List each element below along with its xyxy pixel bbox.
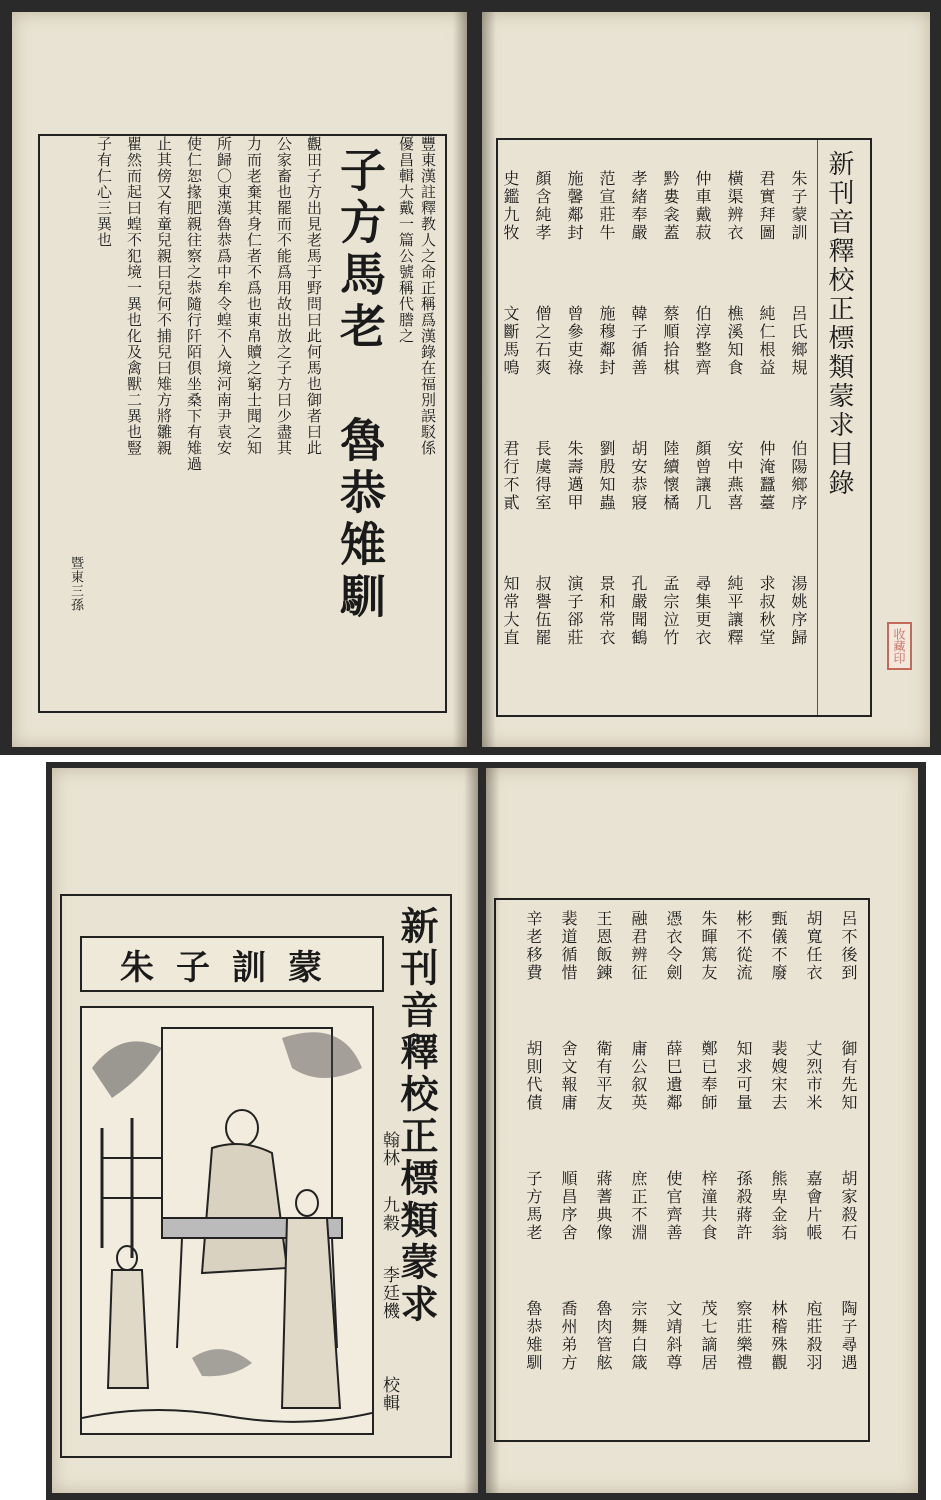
contents-entry: 裴道循惜 [559, 910, 578, 982]
contents-entry: 辛老移費 [524, 910, 543, 982]
contents-entry: 安中燕喜 [725, 440, 744, 512]
contents-heading: 新刊音釋校正標類蒙求目錄 [824, 150, 854, 498]
body-line-2: 公家畜也罷而不能爲用故出放之子方曰少盡其 [275, 136, 293, 456]
contents-entry: 庖莊殺羽 [804, 1300, 823, 1372]
contents-entry: 宗舞白箴 [629, 1300, 648, 1372]
contents-entry: 胡家殺石 [839, 1170, 858, 1242]
contents-entry: 范宣莊牛 [597, 170, 616, 242]
contents-entry: 孔嚴聞鶴 [629, 575, 648, 647]
contents-entry: 喬州弟方 [559, 1300, 578, 1372]
woodblock-illustration [82, 1008, 372, 1433]
contents-entry: 曾參吏祿 [565, 305, 584, 377]
body-line-1: 觀田子方出見老馬于野問曰此何馬也御者曰此 [305, 136, 323, 456]
contents-entry: 胡安恭寢 [629, 440, 648, 512]
entry-title: 子方馬老 [333, 146, 387, 354]
contents-entry: 演子郤莊 [565, 575, 584, 647]
title-frame [60, 894, 452, 1458]
contents-entry: 純仁根益 [757, 305, 776, 377]
contents-entry: 劉殷知蟲 [597, 440, 616, 512]
page-gutter [464, 768, 478, 1493]
contents-entry: 裴嫂宋去 [769, 1040, 788, 1112]
contents-frame [494, 898, 870, 1442]
contents-entry: 韓子循善 [629, 305, 648, 377]
contents-entry: 求叔秋堂 [757, 575, 776, 647]
bottom-right-page [486, 768, 918, 1493]
page-note: 暨東三孫 [68, 556, 83, 612]
contents-entry: 胡寬任衣 [804, 910, 823, 982]
contents-entry: 黔婁衾蓋 [661, 170, 680, 242]
body-line-5: 使仁恕掾肥親往察之恭隨行阡陌俱坐桑下有雉過 [185, 136, 203, 472]
contents-entry: 孫殺蔣許 [734, 1170, 753, 1242]
contents-entry: 知求可量 [734, 1040, 753, 1112]
credit-name: 李廷機 [379, 1266, 399, 1320]
credit-hanlin: 翰林 [379, 1131, 399, 1167]
body-line-6: 止其傍又有童兒親曰兒何不捕兒曰雉方將雛親 [155, 136, 173, 456]
contents-entry: 憑衣令劍 [664, 910, 683, 982]
contents-entry: 史鑑九牧 [501, 170, 520, 242]
column-rule [817, 140, 818, 715]
contents-entry: 察莊樂禮 [734, 1300, 753, 1372]
contents-entry: 呂氏鄉規 [789, 305, 808, 377]
contents-entry: 胡則代債 [524, 1040, 543, 1112]
contents-entry: 施穆鄰封 [597, 305, 616, 377]
contents-entry: 君行不貳 [501, 440, 520, 512]
page-gutter [482, 12, 496, 747]
contents-entry: 熊卑金翁 [769, 1170, 788, 1242]
page-gutter [453, 12, 467, 747]
body-line-3: 力而老棄其身仁者不爲也東帛贖之窮士聞之知 [245, 136, 263, 456]
contents-entry: 叔譽伍罷 [533, 575, 552, 647]
contents-entry: 伯陽鄉序 [789, 440, 808, 512]
contents-entry: 顏曾讓几 [693, 440, 712, 512]
contents-entry: 朱子蒙訓 [789, 170, 808, 242]
body-line-7: 瞿然而起曰蝗不犯境一異也化及禽獸二異也豎 [125, 136, 143, 456]
contents-entry: 林稽殊觀 [769, 1300, 788, 1372]
book-title: 新刊音釋校正標類蒙求 [394, 906, 439, 1326]
contents-entry: 長虞得室 [533, 440, 552, 512]
bottom-left-page [52, 768, 478, 1493]
contents-entry: 仲淹蠶薹 [757, 440, 776, 512]
contents-entry: 知常大直 [501, 575, 520, 647]
contents-entry: 使官齊善 [664, 1170, 683, 1242]
contents-entry: 文靖斜尊 [664, 1300, 683, 1372]
contents-entry: 魯肉管舷 [594, 1300, 613, 1372]
text-frame [38, 134, 447, 713]
contents-entry: 樵溪知食 [725, 305, 744, 377]
contents-frame [496, 138, 872, 717]
top-right-page [482, 12, 930, 747]
contents-entry: 融君辨征 [629, 910, 648, 982]
contents-entry: 衛有平友 [594, 1040, 613, 1112]
contents-entry: 君實拜圖 [757, 170, 776, 242]
contents-entry: 王恩飯鍊 [594, 910, 613, 982]
contents-entry: 仲車戴菽 [693, 170, 712, 242]
contents-entry: 陸續懷橘 [661, 440, 680, 512]
contents-entry: 蔣蓍典像 [594, 1170, 613, 1242]
contents-entry: 子方馬老 [524, 1170, 543, 1242]
body-line-8: 子有仁心三異也 [95, 136, 113, 248]
contents-entry: 梓潼共食 [699, 1170, 718, 1242]
contents-entry: 御有先知 [839, 1040, 858, 1112]
top-left-page [12, 12, 467, 747]
contents-entry: 僧之石爽 [533, 305, 552, 377]
credit-edited: 校輯 [379, 1376, 399, 1412]
contents-entry: 彬不從流 [734, 910, 753, 982]
contents-entry: 伯淳整齊 [693, 305, 712, 377]
title-banner: 朱子訓蒙 [80, 936, 384, 992]
page-gutter [486, 768, 500, 1493]
contents-entry: 朱壽邁甲 [565, 440, 584, 512]
contents-entry: 文斷馬鳴 [501, 305, 520, 377]
contents-entry: 薛巳遺鄰 [664, 1040, 683, 1112]
contents-entry: 庶正不淵 [629, 1170, 648, 1242]
contents-entry: 茂七謫居 [699, 1300, 718, 1372]
intro-line-2: 優昌輯大戴一篇公號稱代謄之 [397, 136, 415, 344]
contents-entry: 甄儀不廢 [769, 910, 788, 982]
collector-seal: 收藏印 [887, 622, 912, 670]
contents-entry: 魯恭雉馴 [524, 1300, 543, 1372]
contents-entry: 尋集更衣 [693, 575, 712, 647]
contents-entry: 庸公叙英 [629, 1040, 648, 1112]
contents-entry: 蔡順拾棋 [661, 305, 680, 377]
contents-entry: 舍文報庸 [559, 1040, 578, 1112]
body-line-4: 所歸〇東漢魯恭爲中牟令蝗不入境河南尹袁安 [215, 136, 233, 456]
contents-entry: 孝緒奉嚴 [629, 170, 648, 242]
contents-entry: 丈烈市米 [804, 1040, 823, 1112]
contents-entry: 順昌序舍 [559, 1170, 578, 1242]
contents-entry: 施馨鄰封 [565, 170, 584, 242]
contents-entry: 景和常衣 [597, 575, 616, 647]
contents-entry: 嘉會片帳 [804, 1170, 823, 1242]
illustration-scholar [80, 1006, 374, 1435]
contents-entry: 橫渠辨衣 [725, 170, 744, 242]
contents-entry: 朱暉篤友 [699, 910, 718, 982]
bottom-book-spread [46, 762, 926, 1500]
contents-entry: 鄭已奉師 [699, 1040, 718, 1112]
entry-author: 魯恭雉馴 [333, 416, 387, 624]
contents-entry: 陶子尋遇 [839, 1300, 858, 1372]
intro-line-1: 豐東漢註釋教人之命正稱爲漢錄在福別誤駁係 [419, 136, 437, 456]
contents-entry: 顏含純孝 [533, 170, 552, 242]
contents-entry: 呂不後到 [839, 910, 858, 982]
contents-entry: 純平讓釋 [725, 575, 744, 647]
credit-jiugu: 九穀 [379, 1196, 399, 1232]
contents-entry: 湯姚序歸 [789, 575, 808, 647]
contents-entry: 孟宗泣竹 [661, 575, 680, 647]
